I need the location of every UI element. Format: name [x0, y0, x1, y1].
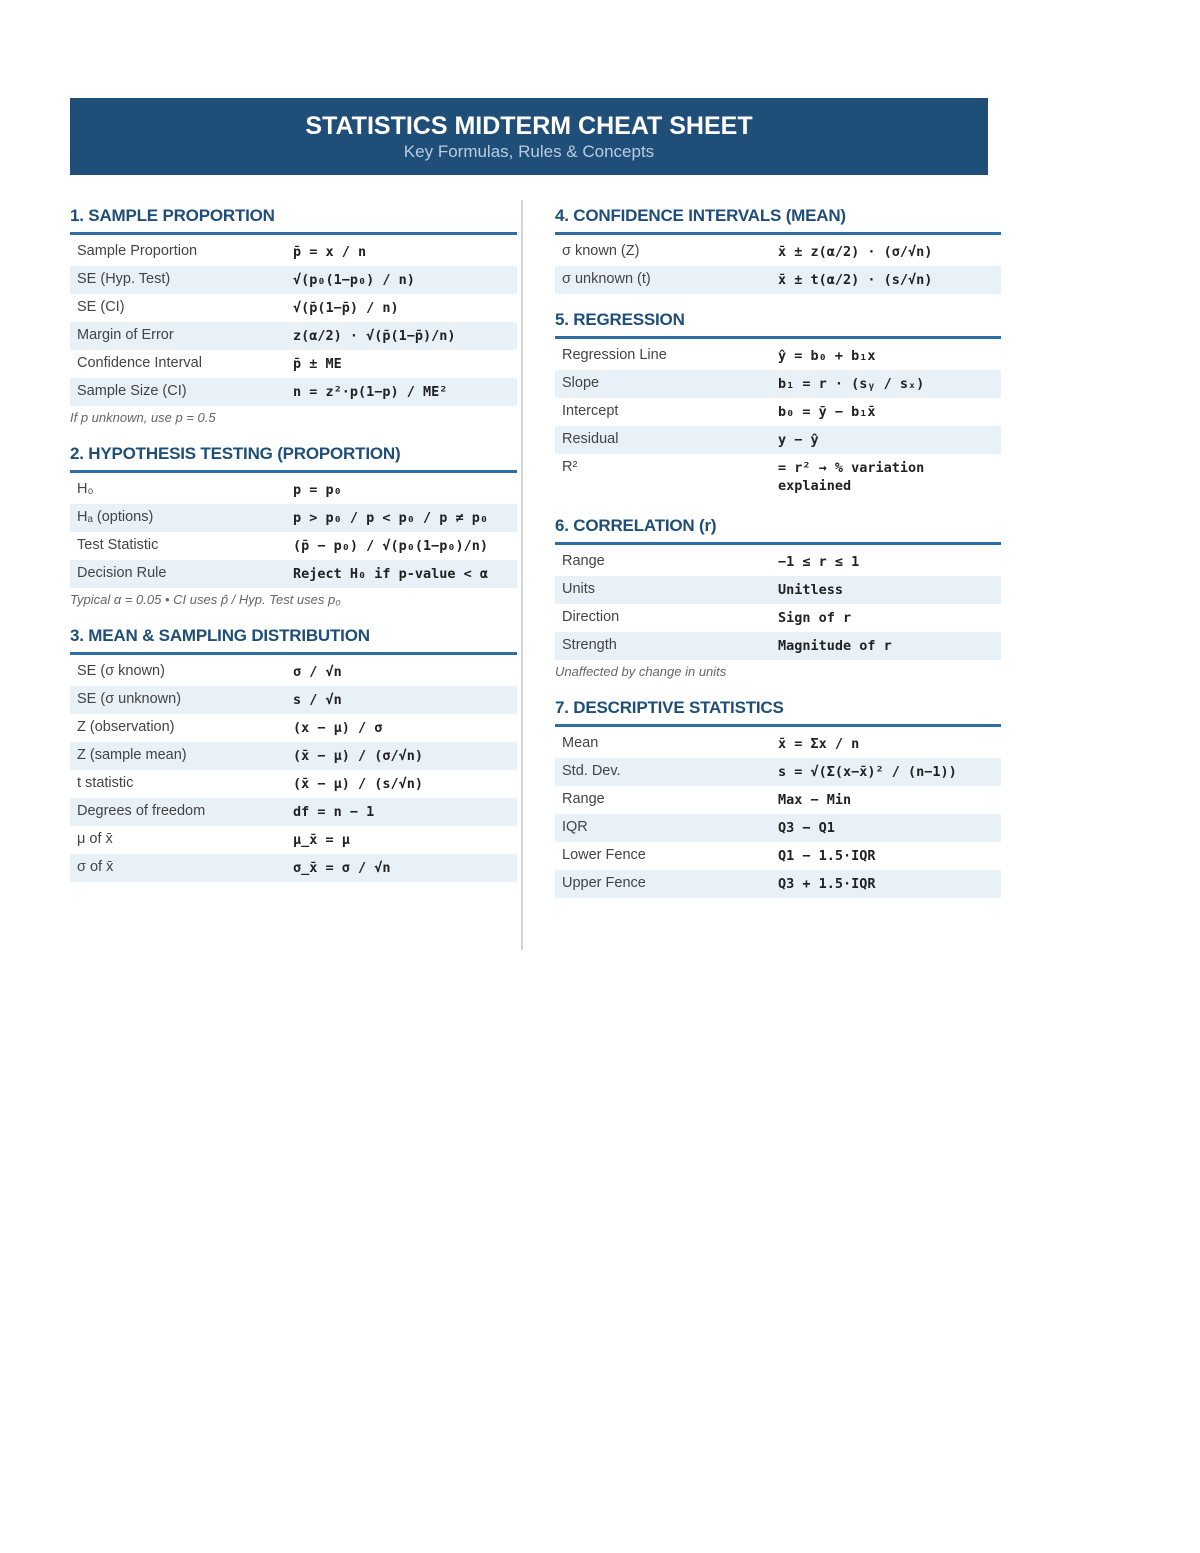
- row-label: σ unknown (t): [562, 271, 651, 287]
- page-title: STATISTICS MIDTERM CHEAT SHEET: [305, 112, 753, 140]
- row-label: μ of x̄: [77, 831, 113, 847]
- row-label: Range: [562, 791, 605, 807]
- table-row: [555, 454, 1001, 500]
- table-row: [70, 714, 517, 742]
- row-formula: ŷ = b₀ + b₁x: [778, 348, 876, 364]
- row-formula: √(p̄(1−p̄) / n): [293, 300, 399, 316]
- formula-table: [555, 342, 1001, 500]
- table-row: [555, 786, 1001, 814]
- row-formula: (x̄ − μ) / (σ/√n): [293, 748, 424, 764]
- right-column: [555, 204, 1001, 912]
- section-heading: 5. REGRESSION: [555, 308, 1001, 339]
- section-heading: 4. CONFIDENCE INTERVALS (MEAN): [555, 204, 1001, 235]
- formula-table: [70, 476, 517, 588]
- formula-table: [70, 238, 517, 406]
- table-row: [555, 548, 1001, 576]
- table-row: [555, 604, 1001, 632]
- section-7-descriptive-statistics: [555, 696, 1001, 898]
- row-label: IQR: [562, 819, 588, 835]
- row-label: Regression Line: [562, 347, 667, 363]
- row-label: SE (CI): [77, 299, 125, 315]
- section-heading: 1. SAMPLE PROPORTION: [70, 204, 517, 235]
- table-row: [70, 476, 517, 504]
- row-label: σ known (Z): [562, 243, 640, 259]
- section-2-hypothesis-testing-proportion: [70, 442, 517, 610]
- row-label: Test Statistic: [77, 537, 159, 553]
- row-formula: s / √n: [293, 692, 342, 708]
- row-formula: σ_x̄ = σ / √n: [293, 860, 391, 876]
- table-row: [70, 658, 517, 686]
- section-1-sample-proportion: [70, 204, 517, 428]
- row-label: R²: [562, 459, 578, 475]
- row-formula: df = n − 1: [293, 804, 375, 820]
- row-label: Units: [562, 581, 596, 597]
- section-note: Typical α = 0.05 • CI uses p̂ / Hyp. Test uses p₀: [70, 592, 341, 607]
- table-row: [555, 238, 1001, 266]
- table-row: [555, 342, 1001, 370]
- table-row: [555, 426, 1001, 454]
- column-divider: [521, 200, 523, 950]
- row-label: Hₐ (options): [77, 509, 154, 525]
- table-row: [70, 854, 517, 882]
- row-formula: y − ŷ: [778, 432, 819, 448]
- row-label: Std. Dev.: [562, 763, 621, 779]
- section-heading: 3. MEAN & SAMPLING DISTRIBUTION: [70, 624, 517, 655]
- row-label: Strength: [562, 637, 617, 653]
- section-heading: 6. CORRELATION (r): [555, 514, 1001, 545]
- table-row: [70, 238, 517, 266]
- table-row: [70, 770, 517, 798]
- row-formula: s = √(Σ(x−x̄)² / (n−1)): [778, 764, 957, 780]
- row-formula: b₁ = r · (sᵧ / sₓ): [778, 376, 925, 392]
- section-heading: 7. DESCRIPTIVE STATISTICS: [555, 696, 1001, 727]
- row-formula: Q1 − 1.5·IQR: [778, 848, 876, 864]
- row-formula: Sign of r: [778, 610, 852, 626]
- table-row: [555, 370, 1001, 398]
- row-label: Confidence Interval: [77, 355, 202, 371]
- row-formula: Reject H₀ if p-value < α: [293, 566, 489, 582]
- row-formula: Q3 − Q1: [778, 820, 835, 836]
- table-row: [555, 266, 1001, 294]
- row-label: Z (observation): [77, 719, 175, 735]
- left-column: [70, 204, 517, 896]
- section-note: Unaffected by change in units: [555, 664, 727, 679]
- row-formula: μ_x̄ = μ: [293, 832, 350, 848]
- row-label: Lower Fence: [562, 847, 646, 863]
- row-label: SE (Hyp. Test): [77, 271, 171, 287]
- section-5-regression: [555, 308, 1001, 500]
- formula-table: [555, 730, 1001, 898]
- row-label: Residual: [562, 431, 619, 447]
- section-4-confidence-intervals-mean: [555, 204, 1001, 294]
- table-row: [70, 798, 517, 826]
- row-formula: n = z²·p(1−p) / ME²: [293, 384, 448, 400]
- row-label: Sample Size (CI): [77, 383, 187, 399]
- table-row: [70, 686, 517, 714]
- table-row: [70, 504, 517, 532]
- table-row: [70, 350, 517, 378]
- row-formula: (x̄ − μ) / (s/√n): [293, 776, 424, 792]
- formula-table: [555, 238, 1001, 294]
- row-formula: Q3 + 1.5·IQR: [778, 876, 876, 892]
- row-formula: Max − Min: [778, 792, 852, 808]
- row-label: H₀: [77, 481, 94, 497]
- row-formula: x̄ = Σx / n: [778, 736, 860, 752]
- row-formula: (x − μ) / σ: [293, 720, 383, 736]
- row-formula: −1 ≤ r ≤ 1: [778, 554, 860, 570]
- row-label: Z (sample mean): [77, 747, 187, 763]
- row-label: Range: [562, 553, 605, 569]
- row-label: Margin of Error: [77, 327, 174, 343]
- table-row: [555, 814, 1001, 842]
- row-formula: = r² → % variation explained: [778, 460, 925, 494]
- table-row: [70, 532, 517, 560]
- table-row: [70, 294, 517, 322]
- table-row: [555, 632, 1001, 660]
- row-formula: x̄ ± z(α/2) · (σ/√n): [778, 244, 933, 260]
- row-formula: p̄ ± ME: [293, 356, 342, 372]
- table-row: [555, 758, 1001, 786]
- row-label: Degrees of freedom: [77, 803, 206, 819]
- table-row: [70, 322, 517, 350]
- page-subtitle: Key Formulas, Rules & Concepts: [403, 142, 655, 161]
- row-label: t statistic: [77, 775, 134, 791]
- row-label: Sample Proportion: [77, 243, 198, 259]
- table-row: [70, 560, 517, 588]
- row-formula: p̄ = x / n: [293, 244, 367, 260]
- section-3-mean-sampling-distribution: [70, 624, 517, 882]
- row-label: Upper Fence: [562, 875, 646, 891]
- formula-table: [70, 658, 517, 882]
- row-formula: Unitless: [778, 582, 844, 598]
- section-heading: 2. HYPOTHESIS TESTING (PROPORTION): [70, 442, 517, 473]
- row-label: Decision Rule: [77, 565, 167, 581]
- row-label: Intercept: [562, 403, 619, 419]
- row-formula: p = p₀: [293, 482, 342, 498]
- row-label: Slope: [562, 375, 600, 391]
- table-row: [555, 842, 1001, 870]
- table-row: [555, 576, 1001, 604]
- section-note: If p unknown, use p = 0.5: [70, 410, 216, 425]
- row-formula: Magnitude of r: [778, 638, 892, 654]
- row-label: Direction: [562, 609, 620, 625]
- table-row: [70, 378, 517, 406]
- table-row: [70, 826, 517, 854]
- table-row: [555, 730, 1001, 758]
- table-row: [70, 742, 517, 770]
- table-row: [555, 870, 1001, 898]
- row-formula: √(p₀(1−p₀) / n): [293, 272, 415, 288]
- table-row: [555, 398, 1001, 426]
- formula-table: [555, 548, 1001, 660]
- section-6-correlation-r: [555, 514, 1001, 682]
- table-row: [70, 266, 517, 294]
- row-formula: σ / √n: [293, 664, 342, 680]
- row-formula: x̄ ± t(α/2) · (s/√n): [778, 272, 933, 288]
- row-label: SE (σ known): [77, 663, 165, 679]
- row-formula: p > p₀ / p < p₀ / p ≠ p₀: [293, 510, 489, 526]
- row-label: SE (σ unknown): [77, 691, 182, 707]
- row-formula: (p̄ − p₀) / √(p₀(1−p₀)/n): [293, 538, 489, 554]
- title-banner: [70, 98, 988, 175]
- row-formula: b₀ = ȳ − b₁x̄: [778, 404, 876, 420]
- row-label: σ of x̄: [77, 859, 114, 875]
- row-label: Mean: [562, 735, 599, 751]
- row-formula: z(α/2) · √(p̄(1−p̄)/n): [293, 328, 456, 344]
